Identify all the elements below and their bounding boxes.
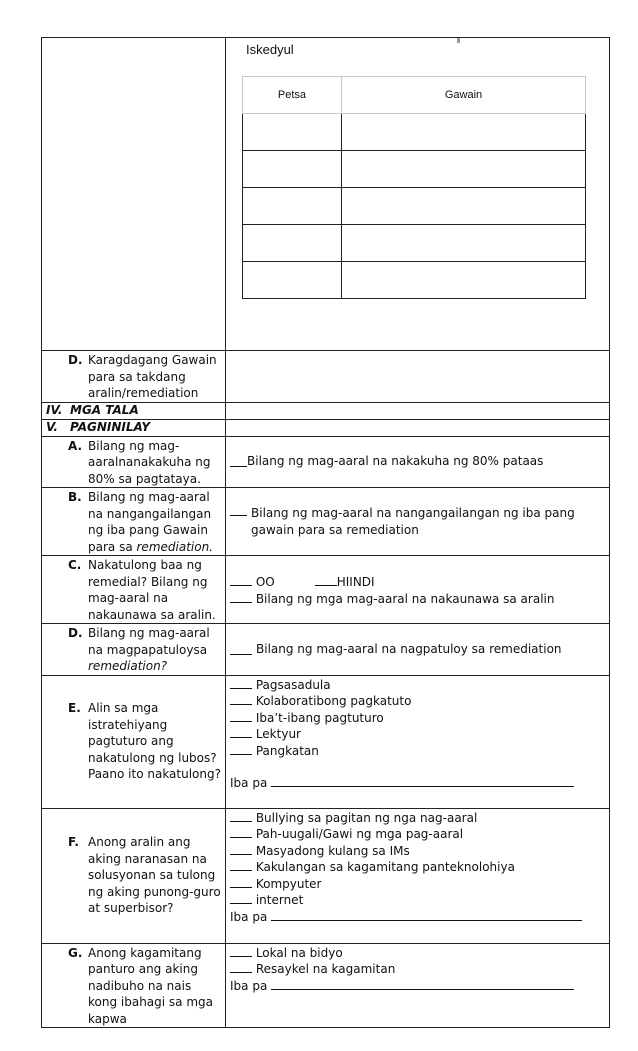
option-label: Lokal na bidyo (255, 945, 343, 960)
schedule-col-activity: Gawain (342, 77, 586, 114)
row-additional-activity (42, 351, 610, 403)
option-label: Resaykel na kagamitan (255, 962, 396, 976)
option-row (230, 743, 609, 760)
answer-cell[interactable] (226, 402, 610, 419)
row-letter: G. (68, 945, 83, 960)
other-blank[interactable] (271, 776, 574, 787)
section-mga-tala (42, 402, 610, 419)
schedule-row-1 (243, 114, 586, 151)
row-letter: D. (68, 353, 83, 367)
row-label-italic: remediation. (136, 539, 213, 554)
other-blank[interactable] (271, 910, 582, 921)
option-row (230, 693, 609, 710)
option-blank[interactable] (230, 694, 252, 705)
other-row (230, 775, 609, 792)
option-row (230, 710, 609, 727)
row-letter: C. (68, 558, 82, 572)
option-blank[interactable] (230, 844, 252, 855)
other-row (230, 909, 609, 926)
section-pagninilay (42, 419, 610, 436)
option-row (230, 843, 609, 860)
row-label: Bilang ng mag-aaral na nangangailangan ng iba pang Gawain para sa (88, 490, 212, 554)
answer-blank[interactable] (230, 505, 247, 516)
answer-blank[interactable] (230, 592, 252, 603)
option-no: HIINDI (336, 575, 375, 589)
option-row (230, 876, 609, 893)
answer-text: Bilang ng mag-aaral na nangangailangan ng iba pang gawain para sa remediation (251, 506, 575, 537)
option-row (230, 945, 609, 962)
section-title: MGA TALA (70, 402, 139, 417)
row-g (42, 943, 610, 1028)
other-label: Iba pa (230, 909, 268, 924)
answer-text: Bilang ng mag-aaral na nagpatuloy sa remediation (256, 641, 562, 656)
answer-text: Bilang ng mag-aaral na nakakuha ng 80% pataas (247, 454, 544, 469)
option-blank[interactable] (230, 678, 252, 689)
answer-cell[interactable] (226, 419, 610, 436)
option-blank[interactable] (230, 860, 252, 871)
other-row (230, 978, 609, 995)
lesson-plan-table (41, 37, 610, 1028)
row-label: Bilang ng mag-aaralnanakakuha ng 80% sa pagtataya. (88, 438, 211, 486)
option-blank[interactable] (230, 827, 252, 838)
option-row (230, 726, 609, 743)
schedule-title: Iskedyul (246, 42, 294, 57)
other-blank[interactable] (271, 979, 574, 990)
option-label: Kolaboratibong pagkatuto (255, 694, 412, 708)
schedule-table (242, 76, 586, 299)
option-blank[interactable] (230, 711, 252, 722)
option-label: Pangkatan (255, 743, 319, 758)
row-letter: E. (68, 701, 81, 716)
yes-blank[interactable] (230, 575, 252, 586)
row-letter: D. (68, 626, 83, 640)
row-label-italic: remediation? (88, 659, 168, 673)
row-label: Anong aralin ang aking naranasan na solusyonan sa tulong ng aking punong-guro at superbisor? (88, 835, 221, 916)
schedule-row-3 (243, 188, 586, 225)
option-blank[interactable] (230, 946, 252, 957)
row-c (42, 556, 610, 624)
option-row (230, 859, 609, 876)
schedule-row-5 (243, 262, 586, 299)
row-f (42, 808, 610, 943)
schedule-row-2 (243, 151, 586, 188)
row-label: Anong kagamitang panturo ang aking nadibuho na nais kong ibahagi sa mga kapwa (88, 945, 214, 1026)
row-d-remediation (42, 624, 610, 676)
option-row (230, 892, 609, 909)
option-row (230, 677, 609, 694)
answer-blank[interactable] (230, 644, 252, 655)
section-title: PAGNINILAY (70, 419, 151, 434)
option-blank[interactable] (230, 744, 252, 755)
option-row (230, 961, 609, 978)
option-blank[interactable] (230, 877, 252, 888)
option-label: Pagsasadula (255, 677, 331, 692)
option-blank[interactable] (230, 727, 252, 738)
schedule-row-right-cell (226, 38, 610, 351)
option-label: Kompyuter (255, 876, 322, 891)
row-label: Bilang ng mag-aaral na magpapatuloysa (88, 626, 210, 657)
option-label: Iba’t-ibang pagtuturo (255, 710, 384, 725)
row-letter: B. (68, 490, 82, 504)
option-label: internet (255, 893, 304, 907)
answer-blank[interactable] (230, 456, 247, 467)
row-a (42, 436, 610, 488)
option-row (230, 810, 609, 827)
option-blank[interactable] (230, 962, 252, 973)
schedule-row-left-cell (42, 38, 226, 351)
row-label: Karagdagang Gawain para sa takdang aralin/remediation (88, 353, 217, 400)
row-letter: F. (68, 835, 79, 850)
row-label: Alin sa mga istratehiyang pagtuturo ang nakatulong ng lubos? Paano ito nakatulong? (88, 701, 221, 782)
lesson-plan-document (41, 37, 607, 1028)
row-b (42, 488, 610, 556)
option-label: Pah-uugali/Gawi ng mga pag-aaral (255, 827, 464, 841)
answer-cell[interactable] (226, 351, 610, 403)
scan-mark (457, 38, 460, 43)
no-blank[interactable] (315, 575, 337, 586)
answer-text: Bilang ng mga mag-aaral na nakaunawa sa aralin (255, 591, 555, 606)
section-number: V. (46, 419, 58, 434)
other-label: Iba pa (230, 978, 268, 993)
other-label: Iba pa (230, 776, 268, 790)
option-blank[interactable] (230, 811, 252, 822)
row-label: Nakatulong baa ng remedial? Bilang ng mag-aaral na nakaunawa sa aralin. (88, 558, 216, 622)
option-label: Lektyur (255, 727, 301, 741)
row-e (42, 675, 610, 808)
row-letter: A. (68, 438, 83, 453)
schedule-row (42, 38, 610, 351)
option-blank[interactable] (230, 893, 252, 904)
option-label: Bullying sa pagitan ng nga nag-aaral (255, 810, 478, 825)
option-yes: OO (255, 575, 275, 589)
section-number: IV. (46, 402, 63, 417)
schedule-row-4 (243, 225, 586, 262)
option-label: Kakulangan sa kagamitang panteknolohiya (255, 860, 515, 874)
option-label: Masyadong kulang sa IMs (255, 843, 410, 858)
option-row (230, 826, 609, 843)
schedule-col-date: Petsa (243, 77, 342, 114)
